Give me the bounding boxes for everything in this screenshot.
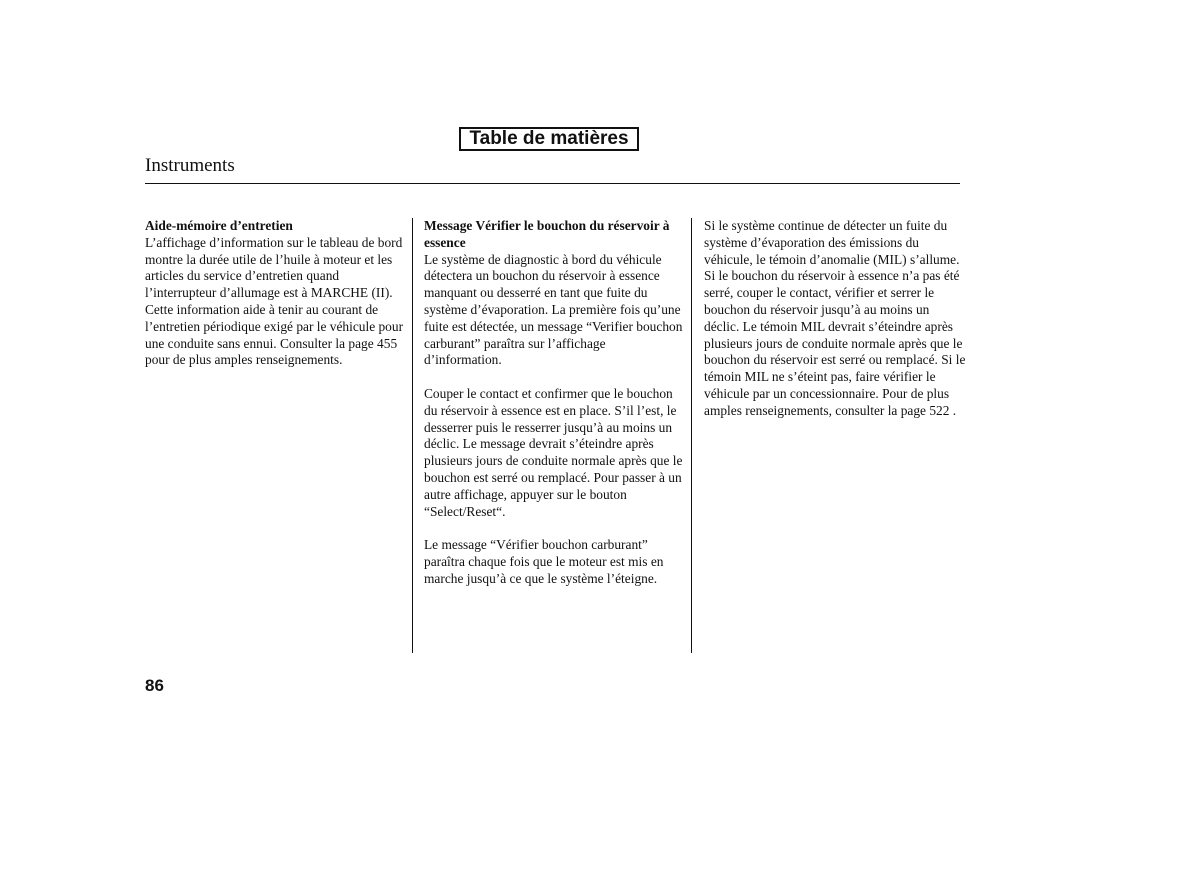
column-evaporative-leak	[704, 218, 966, 436]
table-of-contents-button[interactable]: Table de matières	[459, 127, 639, 151]
maintenance-reminder-heading: Aide-mémoire d’entretien	[145, 218, 293, 233]
maintenance-reminder-paragraph: L’affichage d’information sur le tableau de bord montre la durée utile de l’huile à moteur et les articles du service d’entretien quand l’interrupteur d’allumage est à MARCHE (II). Cette information aide à tenir au courant de l’entretien périodique exigé par le véhicule pour une conduite sans ennui. Consulter la page 455 pour de plus amples renseignements.	[145, 234, 404, 368]
column-fuel-cap-message	[424, 218, 684, 604]
fuel-cap-paragraph-2: Couper le contact et confirmer que le bouchon du réservoir à essence est en place. S’il l’est, le desserrer puis le resserrer jusqu’à au moins un déclic. Le message devrait s’éteindre après plusieurs jours de conduite normale après que le bouchon est serré ou remplacé. Pour passer à un autre affichage, appuyer sur le bouton “Select/Reset“.	[424, 385, 683, 519]
page-number: 86	[145, 676, 164, 695]
evaporative-leak-paragraph: Si le système continue de détecter un fuite du système d’évaporation des émissions du véhicule, le témoin d’anomalie (MIL) s’allume. Si le bouchon du réservoir à essence n’a pas été serré, couper le contact, vérifier et serrer le bouchon du réservoir jusqu’à au moins un déclic. Le témoin MIL devrait s’éteindre après plusieurs jours de conduite normale après que le bouchon du réservoir est serré ou remplacé. Si le témoin MIL ne s’éteint pas, faire vérifier le véhicule par un concessionnaire. Pour de plus amples renseignements, consulter la page 522 .	[704, 218, 966, 418]
column-divider	[412, 218, 413, 653]
fuel-cap-paragraph-3: Le message “Vérifier bouchon carburant” paraîtra chaque fois que le moteur est mis en marche jusqu’à ce que le système l’éteigne.	[424, 537, 664, 586]
column-maintenance-reminder	[145, 218, 407, 386]
fuel-cap-paragraph-1: Le système de diagnostic à bord du véhicule détectera un bouchon du réservoir à essence manquant ou desserré en tant que fuite du système d’évaporation. La première fois qu’une fuite est détectée, un message “Verifier bouchon carburant” paraîtra sur l’affichage d’information.	[424, 251, 683, 368]
column-divider	[691, 218, 692, 653]
title-divider	[145, 183, 960, 184]
section-title: Instruments	[145, 155, 235, 176]
fuel-cap-message-heading: Message Vérifier le bouchon du réservoir à essence	[424, 218, 670, 250]
